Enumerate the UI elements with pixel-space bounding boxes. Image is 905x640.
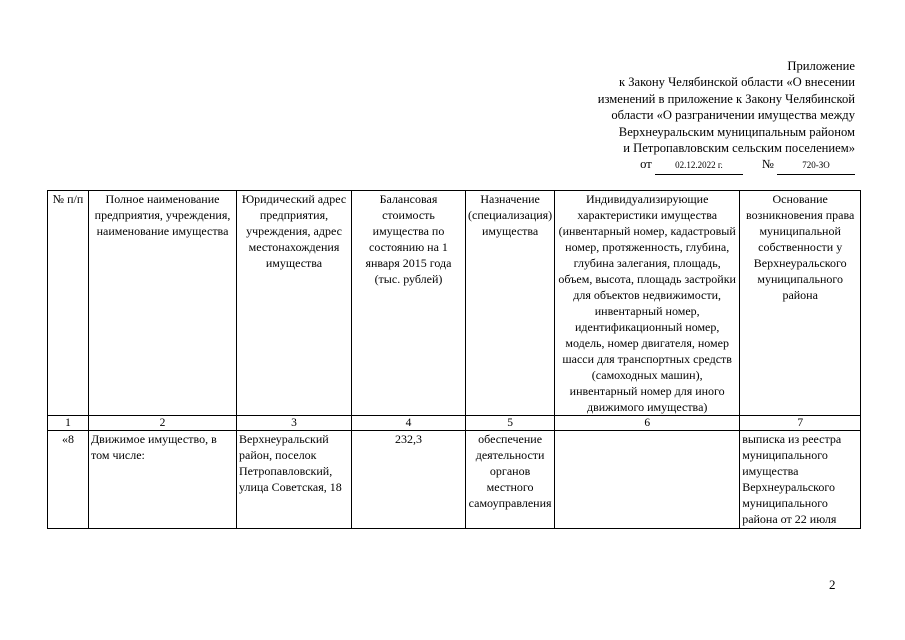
header-cell: Полное наименование предприятия, учреждения, наименование имущества <box>89 191 237 416</box>
property-characteristics <box>557 431 737 528</box>
column-number: 1 <box>48 416 89 431</box>
property-name: Движимое имущество, в том числе: <box>91 432 217 462</box>
header-cell: № п/п <box>48 191 89 416</box>
column-number: 6 <box>555 416 740 431</box>
balance-value: 232,3 <box>395 432 422 446</box>
header-cell: Назначение (специализация) имущества <box>466 191 555 416</box>
column-number: 2 <box>89 416 237 431</box>
table-row <box>48 431 861 529</box>
column-number: 4 <box>352 416 466 431</box>
ownership-basis: выписка из реестра муниципального имущества Верхнеуральского муниципального района от 22 июля <box>742 432 842 526</box>
law-date: 02.12.2022 г. <box>655 157 743 174</box>
property-purpose: обеспечение деятельности органов местного самоуправления <box>468 432 552 510</box>
appendix-line: области «О разграничении имущества между <box>611 108 855 123</box>
column-number-row <box>48 416 861 431</box>
header-cell: Юридический адрес предприятия, учреждения, адрес местонахождения имущества <box>237 191 352 416</box>
column-number: 5 <box>466 416 555 431</box>
appendix-line: Приложение <box>787 59 855 73</box>
appendix-line: и Петропавловским сельским поселением» <box>623 141 855 156</box>
property-address: Верхнеуральский район, поселок Петропавловский, улица Советская, 18 <box>239 432 342 494</box>
law-number: 720-ЗО <box>777 157 855 174</box>
header-cell: Балансовая стоимость имущества по состоянию на 1 января 2015 года (тыс. рублей) <box>352 191 466 416</box>
appendix-header <box>598 58 855 175</box>
column-number: 7 <box>740 416 861 431</box>
law-date-number <box>598 156 855 174</box>
column-number: 3 <box>237 416 352 431</box>
number-label: № <box>761 157 774 172</box>
appendix-line: к Закону Челябинской области «О внесении <box>618 75 855 90</box>
appendix-line: Верхнеуральским муниципальным районом <box>618 124 855 139</box>
header-cell: Индивидуализирующие характеристики имущества (инвентарный номер, кадастровый номер, протяженность, глубина, глубина залегания, площадь, объем, высота, площадь застройки для объектов недвижимости, инвентарный номер, идентификационный номер, модель, номер двигателя, номер шасси для транспортных средств (самоходных машин), инвентарный номер для иного движимого имущества) <box>555 191 740 416</box>
from-label: от <box>640 157 652 172</box>
table-header-row <box>48 191 861 416</box>
header-cell: Основание возникновения права муниципальной собственности у Верхнеуральского муниципального района <box>740 191 861 416</box>
appendix-line: изменений в приложение к Закону Челябинской <box>597 91 855 106</box>
property-table <box>47 190 861 529</box>
row-number: «8 <box>62 432 74 446</box>
page-number: 2 <box>829 577 836 592</box>
